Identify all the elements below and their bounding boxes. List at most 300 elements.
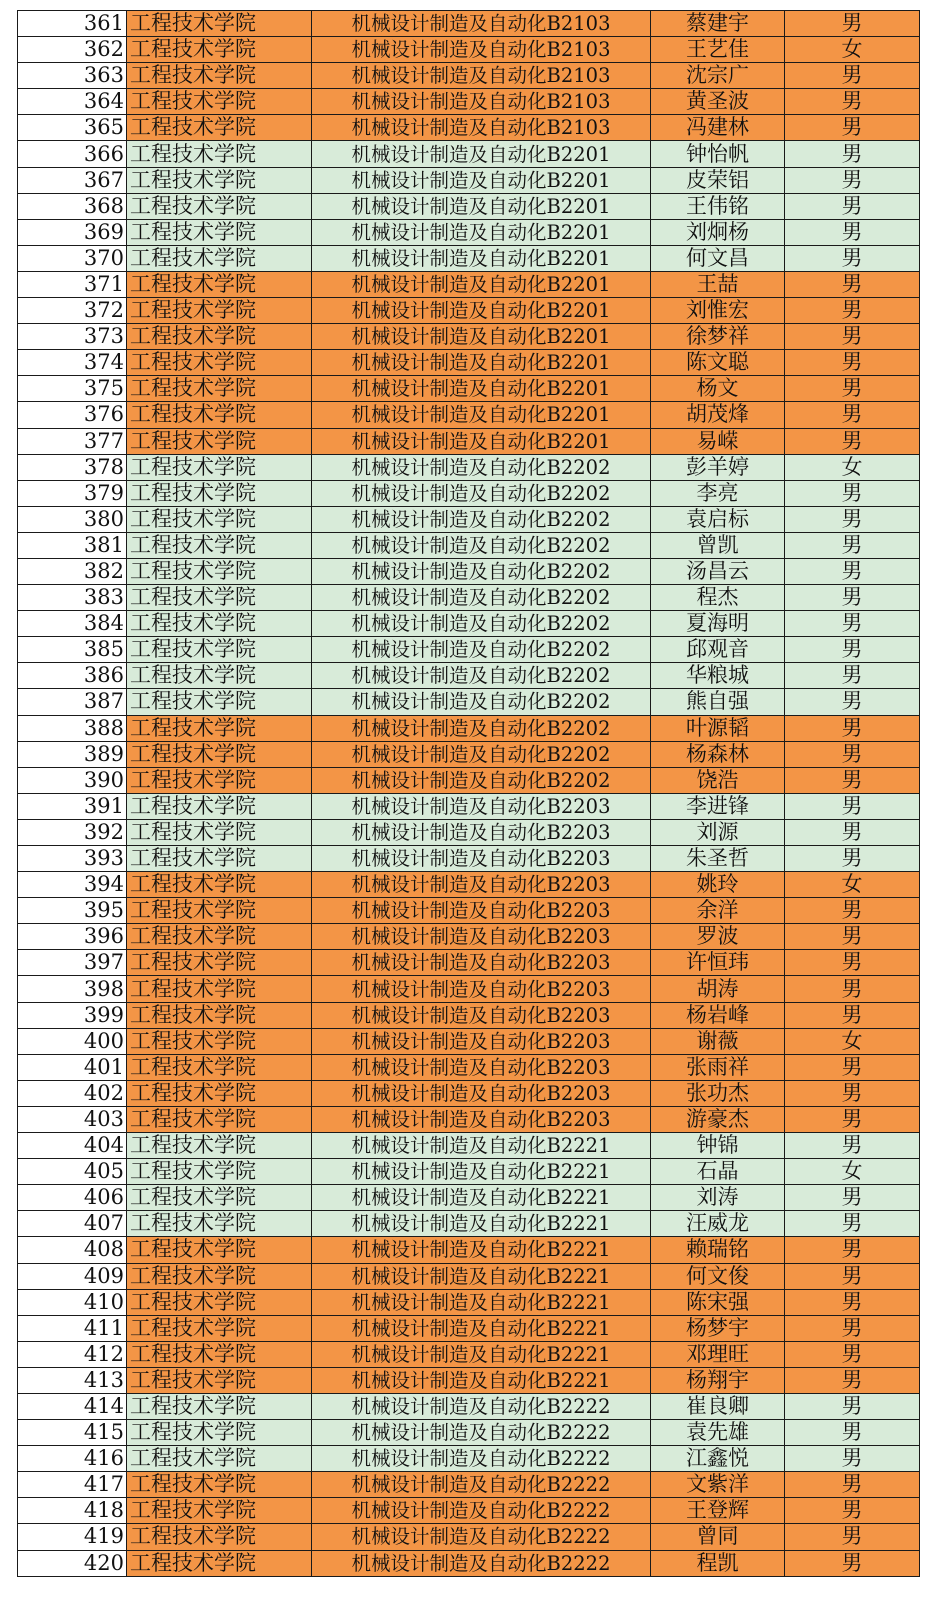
college-cell: 工程技术学院: [127, 1159, 312, 1185]
class-cell: [312, 1289, 651, 1315]
row-number-cell: 371: [18, 271, 127, 297]
class-code: B2202: [546, 533, 611, 557]
class-cell: [312, 193, 651, 219]
gender-cell: 男: [785, 141, 920, 167]
table-row: [18, 1393, 920, 1419]
table-row: [18, 1524, 920, 1550]
table-row: [18, 1472, 920, 1498]
gender-cell: 男: [785, 298, 920, 324]
row-number-cell: 373: [18, 324, 127, 350]
class-major: 机械设计制造及自动化: [351, 90, 547, 114]
class-major: 机械设计制造及自动化: [351, 820, 547, 844]
class-cell: [312, 689, 651, 715]
class-code: B2222: [546, 1421, 611, 1445]
class-cell: [312, 1446, 651, 1472]
class-major: 机械设计制造及自动化: [351, 429, 547, 453]
row-number-cell: 395: [18, 898, 127, 924]
student-name-cell: 王伟铭: [651, 193, 785, 219]
row-number-cell: 383: [18, 585, 127, 611]
row-number-cell: 385: [18, 637, 127, 663]
class-major: 机械设计制造及自动化: [351, 1238, 547, 1262]
row-number-cell: 416: [18, 1446, 127, 1472]
college-cell: 工程技术学院: [127, 819, 312, 845]
class-major: 机械设计制造及自动化: [351, 533, 547, 557]
student-name-cell: 袁启标: [651, 506, 785, 532]
gender-cell: 男: [785, 63, 920, 89]
class-code: B2201: [546, 377, 611, 401]
gender-cell: 男: [785, 611, 920, 637]
class-major: 机械设计制造及自动化: [351, 638, 547, 662]
class-code: B2103: [546, 116, 611, 140]
class-cell: [312, 1420, 651, 1446]
class-major: 机械设计制造及自动化: [351, 1160, 547, 1184]
class-cell: [312, 1472, 651, 1498]
student-name-cell: 刘涛: [651, 1185, 785, 1211]
table-row: [18, 1498, 920, 1524]
class-code: B2222: [546, 1551, 611, 1575]
class-major: 机械设计制造及自动化: [351, 925, 547, 949]
student-name-cell: 罗波: [651, 924, 785, 950]
class-major: 机械设计制造及自动化: [351, 116, 547, 140]
class-cell: [312, 532, 651, 558]
college-cell: 工程技术学院: [127, 1524, 312, 1550]
class-code: B2203: [546, 1055, 611, 1079]
table-row: [18, 350, 920, 376]
student-name-cell: 何文昌: [651, 245, 785, 271]
class-code: B2202: [546, 664, 611, 688]
row-number-cell: 419: [18, 1524, 127, 1550]
college-cell: 工程技术学院: [127, 1054, 312, 1080]
class-major: 机械设计制造及自动化: [351, 951, 547, 975]
class-code: B2203: [546, 873, 611, 897]
row-number-cell: 398: [18, 976, 127, 1002]
college-cell: 工程技术学院: [127, 1080, 312, 1106]
student-name-cell: 袁先雄: [651, 1420, 785, 1446]
class-code: B2201: [546, 325, 611, 349]
row-number-cell: 374: [18, 350, 127, 376]
table-row: [18, 1185, 920, 1211]
student-name-cell: 张功杰: [651, 1080, 785, 1106]
row-number-cell: 362: [18, 37, 127, 63]
student-name-cell: 刘惟宏: [651, 298, 785, 324]
row-number-cell: 389: [18, 741, 127, 767]
class-code: B2221: [546, 1368, 611, 1392]
gender-cell: 男: [785, 1185, 920, 1211]
table-row: [18, 1028, 920, 1054]
class-major: 机械设计制造及自动化: [351, 742, 547, 766]
class-major: 机械设计制造及自动化: [351, 325, 547, 349]
row-number-cell: 400: [18, 1028, 127, 1054]
college-cell: 工程技术学院: [127, 1211, 312, 1237]
class-code: B2221: [546, 1238, 611, 1262]
class-cell: [312, 741, 651, 767]
class-major: 机械设计制造及自动化: [351, 168, 547, 192]
table-row: [18, 1550, 920, 1576]
row-number-cell: 367: [18, 167, 127, 193]
class-major: 机械设计制造及自动化: [351, 1342, 547, 1366]
row-number-cell: 380: [18, 506, 127, 532]
class-code: B2221: [546, 1316, 611, 1340]
gender-cell: 男: [785, 1106, 920, 1132]
gender-cell: 男: [785, 376, 920, 402]
class-cell: [312, 663, 651, 689]
class-code: B2103: [546, 38, 611, 62]
class-code: B2103: [546, 64, 611, 88]
class-major: 机械设计制造及自动化: [351, 1551, 547, 1575]
class-code: B2202: [546, 455, 611, 479]
class-code: B2201: [546, 272, 611, 296]
student-name-cell: 叶源韬: [651, 715, 785, 741]
class-cell: [312, 350, 651, 376]
class-code: B2203: [546, 1003, 611, 1027]
student-name-cell: 赖瑞铭: [651, 1237, 785, 1263]
class-cell: [312, 1028, 651, 1054]
college-cell: 工程技术学院: [127, 350, 312, 376]
row-number-cell: 384: [18, 611, 127, 637]
class-code: B2222: [546, 1473, 611, 1497]
row-number-cell: 405: [18, 1159, 127, 1185]
student-name-cell: 朱圣哲: [651, 846, 785, 872]
table-row: [18, 480, 920, 506]
class-cell: [312, 271, 651, 297]
gender-cell: 男: [785, 89, 920, 115]
class-cell: [312, 585, 651, 611]
student-name-cell: 汪威龙: [651, 1211, 785, 1237]
row-number-cell: 379: [18, 480, 127, 506]
table-row: [18, 506, 920, 532]
class-code: B2221: [546, 1342, 611, 1366]
table-row: [18, 689, 920, 715]
row-number-cell: 378: [18, 454, 127, 480]
class-major: 机械设计制造及自动化: [351, 377, 547, 401]
row-number-cell: 370: [18, 245, 127, 271]
class-cell: [312, 1054, 651, 1080]
row-number-cell: 382: [18, 558, 127, 584]
student-name-cell: 王喆: [651, 271, 785, 297]
gender-cell: 男: [785, 585, 920, 611]
student-name-cell: 蔡建宇: [651, 11, 785, 37]
student-name-cell: 王艺佳: [651, 37, 785, 63]
student-name-cell: 沈宗广: [651, 63, 785, 89]
class-cell: [312, 219, 651, 245]
college-cell: 工程技术学院: [127, 689, 312, 715]
class-major: 机械设计制造及自动化: [351, 1029, 547, 1053]
college-cell: 工程技术学院: [127, 715, 312, 741]
class-major: 机械设计制造及自动化: [351, 246, 547, 270]
table-row: [18, 271, 920, 297]
row-number-cell: 365: [18, 115, 127, 141]
student-name-cell: 易嵘: [651, 428, 785, 454]
table-row: [18, 298, 920, 324]
class-cell: [312, 115, 651, 141]
student-name-cell: 谢薇: [651, 1028, 785, 1054]
college-cell: 工程技术学院: [127, 298, 312, 324]
class-major: 机械设计制造及自动化: [351, 351, 547, 375]
class-major: 机械设计制造及自动化: [351, 1368, 547, 1392]
college-cell: 工程技术学院: [127, 245, 312, 271]
row-number-cell: 413: [18, 1367, 127, 1393]
table-row: [18, 663, 920, 689]
student-name-cell: 程杰: [651, 585, 785, 611]
class-cell: [312, 1159, 651, 1185]
student-name-cell: 曾同: [651, 1524, 785, 1550]
college-cell: 工程技术学院: [127, 976, 312, 1002]
class-code: B2221: [546, 1264, 611, 1288]
class-cell: [312, 454, 651, 480]
class-cell: [312, 480, 651, 506]
class-code: B2222: [546, 1447, 611, 1471]
gender-cell: 男: [785, 767, 920, 793]
college-cell: 工程技术学院: [127, 506, 312, 532]
college-cell: 工程技术学院: [127, 1550, 312, 1576]
class-cell: [312, 950, 651, 976]
student-name-cell: 游豪杰: [651, 1106, 785, 1132]
class-major: 机械设计制造及自动化: [351, 1081, 547, 1105]
class-major: 机械设计制造及自动化: [351, 612, 547, 636]
row-number-cell: 387: [18, 689, 127, 715]
table-row: [18, 741, 920, 767]
table-row: [18, 1341, 920, 1367]
table-row: [18, 167, 920, 193]
college-cell: 工程技术学院: [127, 741, 312, 767]
row-number-cell: 409: [18, 1263, 127, 1289]
row-number-cell: 386: [18, 663, 127, 689]
gender-cell: 男: [785, 428, 920, 454]
row-number-cell: 375: [18, 376, 127, 402]
roster-table: [17, 10, 920, 1577]
college-cell: 工程技术学院: [127, 950, 312, 976]
class-code: B2221: [546, 1160, 611, 1184]
gender-cell: 女: [785, 872, 920, 898]
college-cell: 工程技术学院: [127, 454, 312, 480]
class-major: 机械设计制造及自动化: [351, 690, 547, 714]
table-row: [18, 558, 920, 584]
class-major: 机械设计制造及自动化: [351, 12, 547, 36]
row-number-cell: 399: [18, 1002, 127, 1028]
gender-cell: 男: [785, 1550, 920, 1576]
roster-rows: [18, 11, 920, 1577]
college-cell: 工程技术学院: [127, 663, 312, 689]
gender-cell: 男: [785, 532, 920, 558]
gender-cell: 男: [785, 1133, 920, 1159]
class-code: B2221: [546, 1290, 611, 1314]
student-name-cell: 钟锦: [651, 1133, 785, 1159]
table-row: [18, 245, 920, 271]
student-name-cell: 邓理旺: [651, 1341, 785, 1367]
gender-cell: 男: [785, 1367, 920, 1393]
row-number-cell: 407: [18, 1211, 127, 1237]
class-cell: [312, 1315, 651, 1341]
class-cell: [312, 11, 651, 37]
class-code: B2221: [546, 1186, 611, 1210]
student-name-cell: 杨岩峰: [651, 1002, 785, 1028]
class-major: 机械设计制造及自动化: [351, 1107, 547, 1131]
class-cell: [312, 1237, 651, 1263]
student-name-cell: 张雨祥: [651, 1054, 785, 1080]
table-row: [18, 637, 920, 663]
college-cell: 工程技术学院: [127, 1367, 312, 1393]
student-name-cell: 许恒玮: [651, 950, 785, 976]
gender-cell: 男: [785, 976, 920, 1002]
class-code: B2203: [546, 977, 611, 1001]
class-code: B2202: [546, 690, 611, 714]
college-cell: 工程技术学院: [127, 1393, 312, 1419]
college-cell: 工程技术学院: [127, 141, 312, 167]
gender-cell: 男: [785, 689, 920, 715]
gender-cell: 女: [785, 454, 920, 480]
row-number-cell: 361: [18, 11, 127, 37]
class-code: B2202: [546, 507, 611, 531]
table-row: [18, 115, 920, 141]
class-code: B2201: [546, 351, 611, 375]
student-name-cell: 冯建林: [651, 115, 785, 141]
gender-cell: 男: [785, 1211, 920, 1237]
class-cell: [312, 1341, 651, 1367]
student-name-cell: 钟怡帆: [651, 141, 785, 167]
gender-cell: 男: [785, 1002, 920, 1028]
class-code: B2202: [546, 481, 611, 505]
class-major: 机械设计制造及自动化: [351, 1316, 547, 1340]
gender-cell: 男: [785, 245, 920, 271]
gender-cell: 男: [785, 558, 920, 584]
gender-cell: 男: [785, 637, 920, 663]
student-name-cell: 汤昌云: [651, 558, 785, 584]
college-cell: 工程技术学院: [127, 1002, 312, 1028]
gender-cell: 男: [785, 741, 920, 767]
college-cell: 工程技术学院: [127, 428, 312, 454]
class-major: 机械设计制造及自动化: [351, 1186, 547, 1210]
class-code: B2201: [546, 194, 611, 218]
table-row: [18, 1420, 920, 1446]
row-number-cell: 414: [18, 1393, 127, 1419]
table-row: [18, 89, 920, 115]
row-number-cell: 366: [18, 141, 127, 167]
student-name-cell: 黄圣波: [651, 89, 785, 115]
row-number-cell: 415: [18, 1420, 127, 1446]
row-number-cell: 388: [18, 715, 127, 741]
class-major: 机械设计制造及自动化: [351, 403, 547, 427]
class-cell: [312, 1211, 651, 1237]
student-name-cell: 徐梦祥: [651, 324, 785, 350]
student-name-cell: 李进锋: [651, 793, 785, 819]
gender-cell: 男: [785, 1289, 920, 1315]
class-code: B2201: [546, 299, 611, 323]
class-major: 机械设计制造及自动化: [351, 716, 547, 740]
college-cell: 工程技术学院: [127, 767, 312, 793]
row-number-cell: 363: [18, 63, 127, 89]
class-code: B2203: [546, 1107, 611, 1131]
college-cell: 工程技术学院: [127, 846, 312, 872]
college-cell: 工程技术学院: [127, 793, 312, 819]
student-name-cell: 石晶: [651, 1159, 785, 1185]
class-cell: [312, 1133, 651, 1159]
class-cell: [312, 324, 651, 350]
table-row: [18, 611, 920, 637]
college-cell: 工程技术学院: [127, 402, 312, 428]
class-major: 机械设计制造及自动化: [351, 1447, 547, 1471]
row-number-cell: 397: [18, 950, 127, 976]
table-row: [18, 1080, 920, 1106]
table-row: [18, 585, 920, 611]
table-row: [18, 819, 920, 845]
student-name-cell: 杨文: [651, 376, 785, 402]
college-cell: 工程技术学院: [127, 1028, 312, 1054]
gender-cell: 男: [785, 1472, 920, 1498]
college-cell: 工程技术学院: [127, 1472, 312, 1498]
table-row: [18, 1211, 920, 1237]
class-code: B2203: [546, 899, 611, 923]
class-cell: [312, 298, 651, 324]
class-code: B2202: [546, 612, 611, 636]
class-code: B2221: [546, 1134, 611, 1158]
class-code: B2203: [546, 951, 611, 975]
class-code: B2221: [546, 1212, 611, 1236]
row-number-cell: 372: [18, 298, 127, 324]
class-cell: [312, 63, 651, 89]
class-cell: [312, 167, 651, 193]
row-number-cell: 364: [18, 89, 127, 115]
college-cell: 工程技术学院: [127, 1133, 312, 1159]
table-row: [18, 1106, 920, 1132]
class-code: B2202: [546, 768, 611, 792]
student-name-cell: 李亮: [651, 480, 785, 506]
student-name-cell: 饶浩: [651, 767, 785, 793]
class-major: 机械设计制造及自动化: [351, 481, 547, 505]
gender-cell: 男: [785, 715, 920, 741]
table-row: [18, 872, 920, 898]
class-code: B2201: [546, 142, 611, 166]
gender-cell: 男: [785, 924, 920, 950]
table-row: [18, 141, 920, 167]
class-cell: [312, 1002, 651, 1028]
table-row: [18, 715, 920, 741]
gender-cell: 男: [785, 11, 920, 37]
class-major: 机械设计制造及自动化: [351, 507, 547, 531]
class-cell: [312, 428, 651, 454]
student-name-cell: 杨森林: [651, 741, 785, 767]
student-name-cell: 熊自强: [651, 689, 785, 715]
student-name-cell: 邱观音: [651, 637, 785, 663]
college-cell: 工程技术学院: [127, 1289, 312, 1315]
gender-cell: 男: [785, 1420, 920, 1446]
class-cell: [312, 1524, 651, 1550]
gender-cell: 男: [785, 1080, 920, 1106]
college-cell: 工程技术学院: [127, 1315, 312, 1341]
class-code: B2203: [546, 925, 611, 949]
gender-cell: 男: [785, 402, 920, 428]
student-name-cell: 何文俊: [651, 1263, 785, 1289]
college-cell: 工程技术学院: [127, 1446, 312, 1472]
class-major: 机械设计制造及自动化: [351, 664, 547, 688]
table-row: [18, 1159, 920, 1185]
class-cell: [312, 558, 651, 584]
college-cell: 工程技术学院: [127, 271, 312, 297]
class-cell: [312, 872, 651, 898]
table-row: [18, 1054, 920, 1080]
gender-cell: 男: [785, 324, 920, 350]
college-cell: 工程技术学院: [127, 872, 312, 898]
class-code: B2202: [546, 560, 611, 584]
class-cell: [312, 1080, 651, 1106]
class-code: B2103: [546, 12, 611, 36]
class-major: 机械设计制造及自动化: [351, 1499, 547, 1523]
class-cell: [312, 141, 651, 167]
table-row: [18, 1237, 920, 1263]
gender-cell: 男: [785, 480, 920, 506]
student-name-cell: 华粮城: [651, 663, 785, 689]
row-number-cell: 401: [18, 1054, 127, 1080]
class-major: 机械设计制造及自动化: [351, 1134, 547, 1158]
